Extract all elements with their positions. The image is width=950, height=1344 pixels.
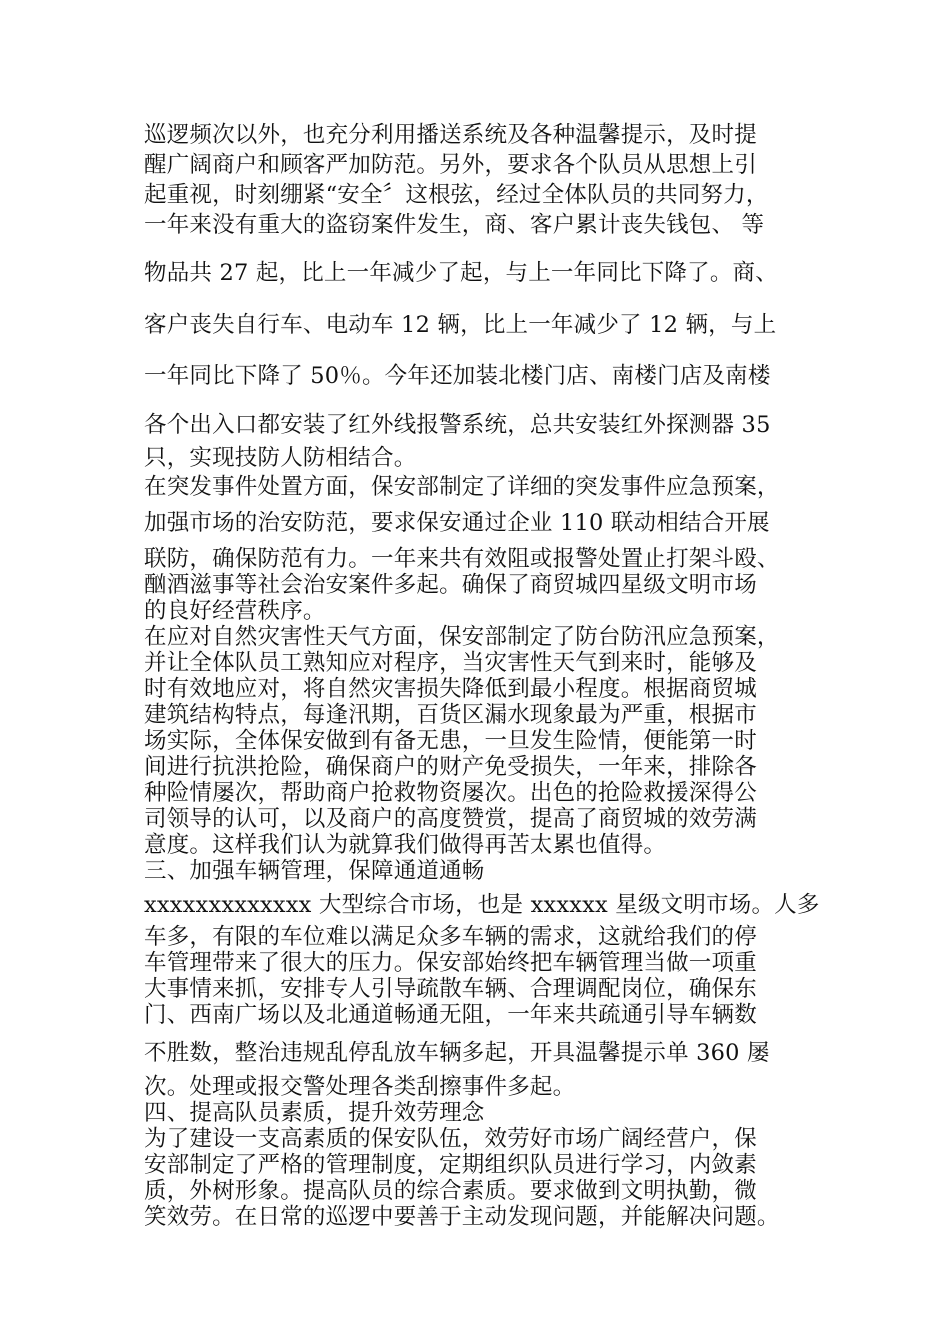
text-line: 物品共 27 起，比上一年减少了起，与上一年同比下降了。商、 (144, 260, 778, 286)
text-line: 一年同比下降了 50％。今年还加装北楼门店、南楼门店及南楼 (144, 363, 771, 389)
section-heading: 三、加强车辆管理，保障通道通畅 (144, 858, 485, 884)
text-line: 建筑结构特点，每逢汛期，百货区漏水现象最为严重，根据市 (144, 702, 757, 728)
text-line: 大事情来抓，安排专人引导疏散车辆、合理调配岗位，确保东 (144, 976, 757, 1002)
text-line: xxxxxxxxxxxxx 大型综合市场，也是 xxxxxx 星级文明市场。人多 (144, 892, 820, 918)
text-line: 时有效地应对，将自然灾害损失降低到最小程度。根据商贸城 (144, 676, 757, 702)
text-line: 巡逻频次以外，也充分利用播送系统及各种温馨提示，及时提 (144, 122, 757, 148)
text-line: 在应对自然灾害性天气方面，保安部制定了防台防汛应急预案， (144, 624, 780, 650)
text-line: 并让全体队员工熟知应对程序，当灾害性天气到来时，能够及 (144, 650, 757, 676)
text-line: 种险情屡次，帮助商户抢救物资屡次。出色的抢险救援深得公 (144, 780, 757, 806)
text-line: 加强市场的治安防范，要求保安通过企业 110 联动相结合开展 (144, 510, 770, 536)
text-line: 不胜数，整治违规乱停乱放车辆多起，开具温馨提示单 360 屡 (144, 1040, 770, 1066)
text-line: 司领导的认可，以及商户的高度赞赏，提高了商贸城的效劳满 (144, 806, 757, 832)
text-line: 为了建设一支高素质的保安队伍，效劳好市场广阔经营户，保 (144, 1126, 757, 1152)
text-line: 间进行抗洪抢险，确保商户的财产免受损失，一年来，排除各 (144, 754, 757, 780)
text-line: 联防，确保防范有力。一年来共有效阻或报警处置止打架斗殴、 (144, 546, 780, 572)
text-line: 车管理带来了很大的压力。保安部始终把车辆管理当做一项重 (144, 950, 757, 976)
text-line: 起重视，时刻绷紧“安全〞这根弦，经过全体队员的共同努力， (144, 182, 769, 208)
text-line: 笑效劳。在日常的巡逻中要善于主动发现问题，并能解决问题。 (144, 1204, 780, 1230)
text-line: 的良好经营秩序。 (144, 598, 326, 624)
text-line: 在突发事件处置方面，保安部制定了详细的突发事件应急预案， (144, 474, 780, 500)
text-line: 客户丧失自行车、电动车 12 辆，比上一年减少了 12 辆，与上 (144, 312, 777, 338)
text-line: 酗酒滋事等社会治安案件多起。确保了商贸城四星级文明市场 (144, 572, 757, 598)
text-line: 一年来没有重大的盗窃案件发生，商、客户累计丧失钱包、 等 (144, 212, 765, 238)
text-line: 车多，有限的车位难以满足众多车辆的需求，这就给我们的停 (144, 924, 757, 950)
text-line: 场实际，全体保安做到有备无患，一旦发生险情，便能第一时 (144, 728, 757, 754)
text-line: 意度。这样我们认为就算我们做得再苦太累也值得。 (144, 832, 667, 858)
text-line: 安部制定了严格的管理制度，定期组织队员进行学习，内敛素 (144, 1152, 757, 1178)
text-line: 醒广阔商户和顾客严加防范。另外，要求各个队员从思想上引 (144, 152, 757, 178)
text-line: 门、西南广场以及北通道畅通无阻，一年来共疏通引导车辆数 (144, 1002, 757, 1028)
text-line: 质，外树形象。提高队员的综合素质。要求做到文明执勤，微 (144, 1178, 757, 1204)
text-line: 只，实现技防人防相结合。 (144, 445, 417, 471)
section-heading: 四、提高队员素质，提升效劳理念 (144, 1100, 485, 1126)
text-line: 各个出入口都安装了红外线报警系统，总共安装红外探测器 35 (144, 412, 771, 438)
text-line: 次。处理或报交警处理各类刮擦事件多起。 (144, 1074, 576, 1100)
